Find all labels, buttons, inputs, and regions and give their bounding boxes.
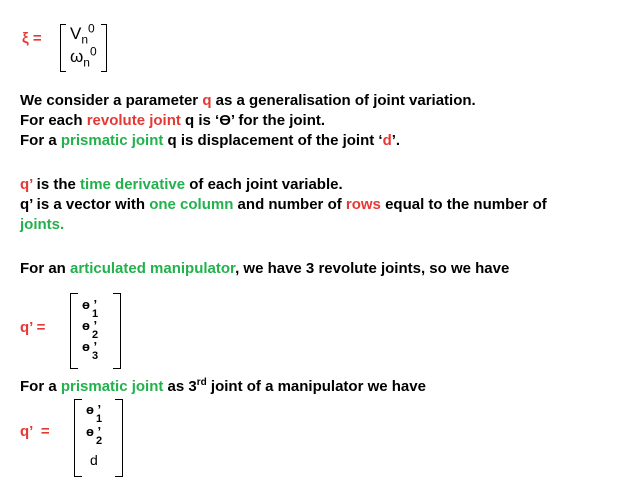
para1-line1: We consider a parameter q as a generalisation of joint variation. <box>20 92 476 109</box>
matrix2-bracket-right <box>115 399 123 477</box>
para2-line3: joints. <box>20 216 65 233</box>
epsilon-row-v: $V_n^0$ <box>70 21 95 47</box>
matrix2-row1: ө ’ <box>86 402 102 417</box>
matrix1-row2: ө ’ <box>82 318 98 333</box>
epsilon-label: ξ = <box>22 30 42 47</box>
matrix1-sub2: 2 <box>92 329 99 341</box>
matrix1-sub1: 1 <box>92 308 99 320</box>
matrix2-row3: d <box>90 452 98 468</box>
epsilon-bracket-left <box>60 24 66 72</box>
matrix1-row3: ө ’ <box>82 339 98 354</box>
matrix2-bracket-left <box>74 399 82 477</box>
matrix1-bracket-right <box>113 293 121 369</box>
matrix2-sub2: 2 <box>96 435 103 447</box>
matrix1-bracket-left <box>70 293 78 369</box>
epsilon-bracket-right <box>101 24 107 72</box>
para1-line2: For each revolute joint q is ‘Ө’ for the joint. <box>20 112 326 129</box>
para1-line3: For a prismatic joint q is displacement of the joint ‘d’. <box>20 132 401 149</box>
epsilon-row-omega: $\omega_n^0$ <box>70 44 97 70</box>
para4-line: For a prismatic joint as 3rd joint of a manipulator we have <box>20 377 426 395</box>
matrix2-label: q’ = <box>20 423 50 440</box>
matrix1-sub3: 3 <box>92 350 99 362</box>
matrix2-sub1: 1 <box>96 413 103 425</box>
matrix2-row2: ө ’ <box>86 424 102 439</box>
para2-line2: q’ is a vector with one column and number of rows equal to the number of <box>20 196 547 213</box>
para2-line1: q’ is the time derivative of each joint variable. <box>20 176 343 193</box>
para3-line: For an articulated manipulator, we have 3 revolute joints, so we have <box>20 260 510 277</box>
matrix1-label: q’ = <box>20 319 46 336</box>
matrix1-row1: ө ’ <box>82 297 98 312</box>
